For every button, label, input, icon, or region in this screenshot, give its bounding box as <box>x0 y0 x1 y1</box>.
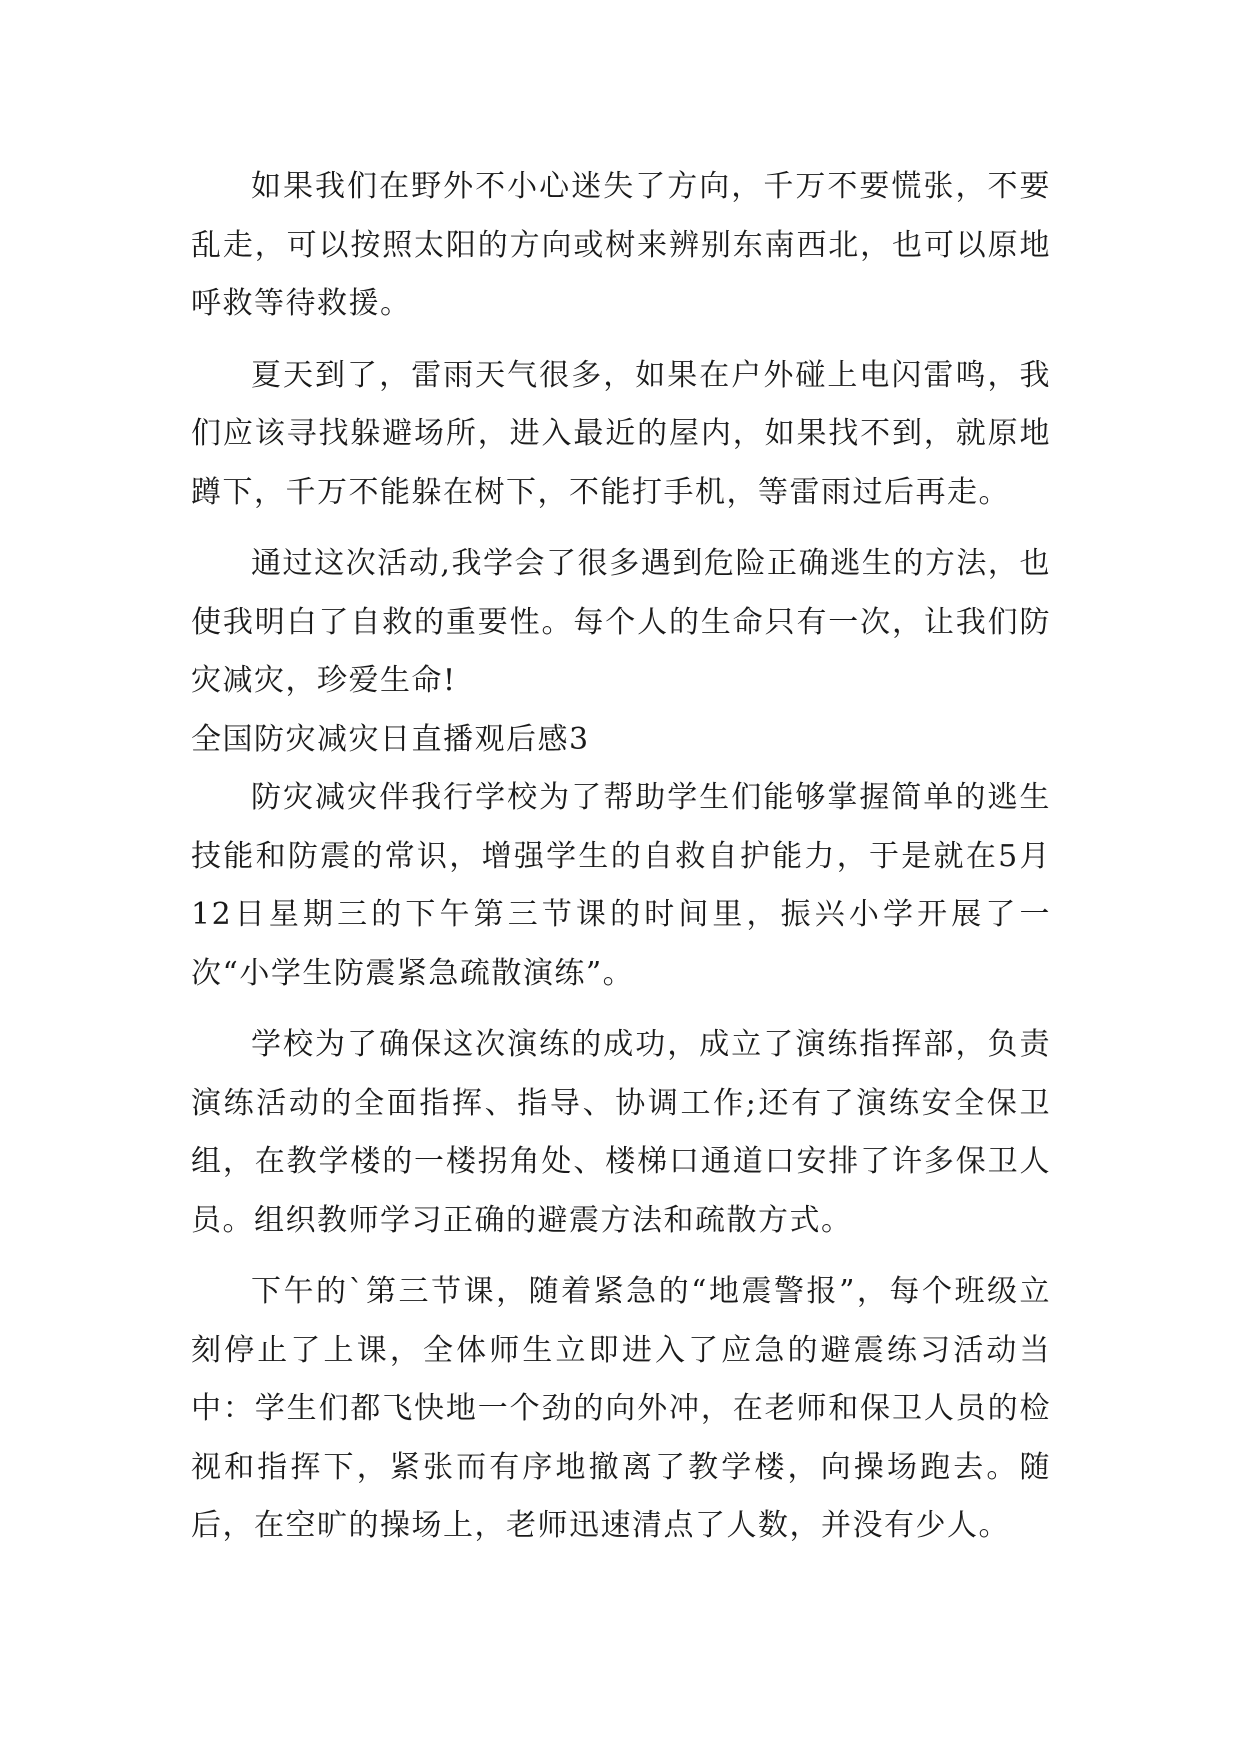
paragraph-lost-direction: 如果我们在野外不小心迷失了方向，千万不要慌张，不要乱走，可以按照太阳的方向或树来辨别东南西北，也可以原地呼救等待救援。 <box>191 169 1051 321</box>
document-body <box>191 158 1051 1569</box>
paragraph-thunderstorm: 夏天到了，雷雨天气很多，如果在户外碰上电闪雷鸣，我们应该寻找躲避场所，进入最近的屋内，如果找不到，就原地蹲下，千万不能躲在树下，不能打手机，等雷雨过后再走。 <box>191 357 1051 510</box>
section-title: 全国防灾减灾日直播观后感3 <box>191 721 590 757</box>
paragraph-conclusion: 通过这次活动,我学会了很多遇到危险正确逃生的方法，也使我明白了自救的重要性。每个人的生命只有一次，让我们防灾减灾，珍爱生命! <box>191 546 1051 698</box>
paragraph-drill-organization: 学校为了确保这次演练的成功，成立了演练指挥部，负责演练活动的全面指挥、指导、协调工作;还有了演练安全保卫组，在教学楼的一楼拐角处、楼梯口通道口安排了许多保卫人员。组织教师学习正确的避震方法和疏散方式。 <box>191 1027 1051 1238</box>
paragraph-drill-intro: 防灾减灾伴我行学校为了帮助学生们能够掌握简单的逃生技能和防震的常识，增强学生的自救自护能力，于是就在5月12日星期三的下午第三节课的时间里，振兴小学开展了一次“小学生防震紧急疏散演练”。 <box>191 780 1051 991</box>
paragraph-drill-execution: 下午的`第三节课，随着紧急的“地震警报”，每个班级立刻停止了上课，全体师生立即进入了应急的避震练习活动当中：学生们都飞快地一个劲的向外冲，在老师和保卫人员的检视和指挥下，紧张而有序地撤离了教学楼，向操场跑去。随后，在空旷的操场上，老师迅速清点了人数，并没有少人。 <box>191 1274 1051 1543</box>
